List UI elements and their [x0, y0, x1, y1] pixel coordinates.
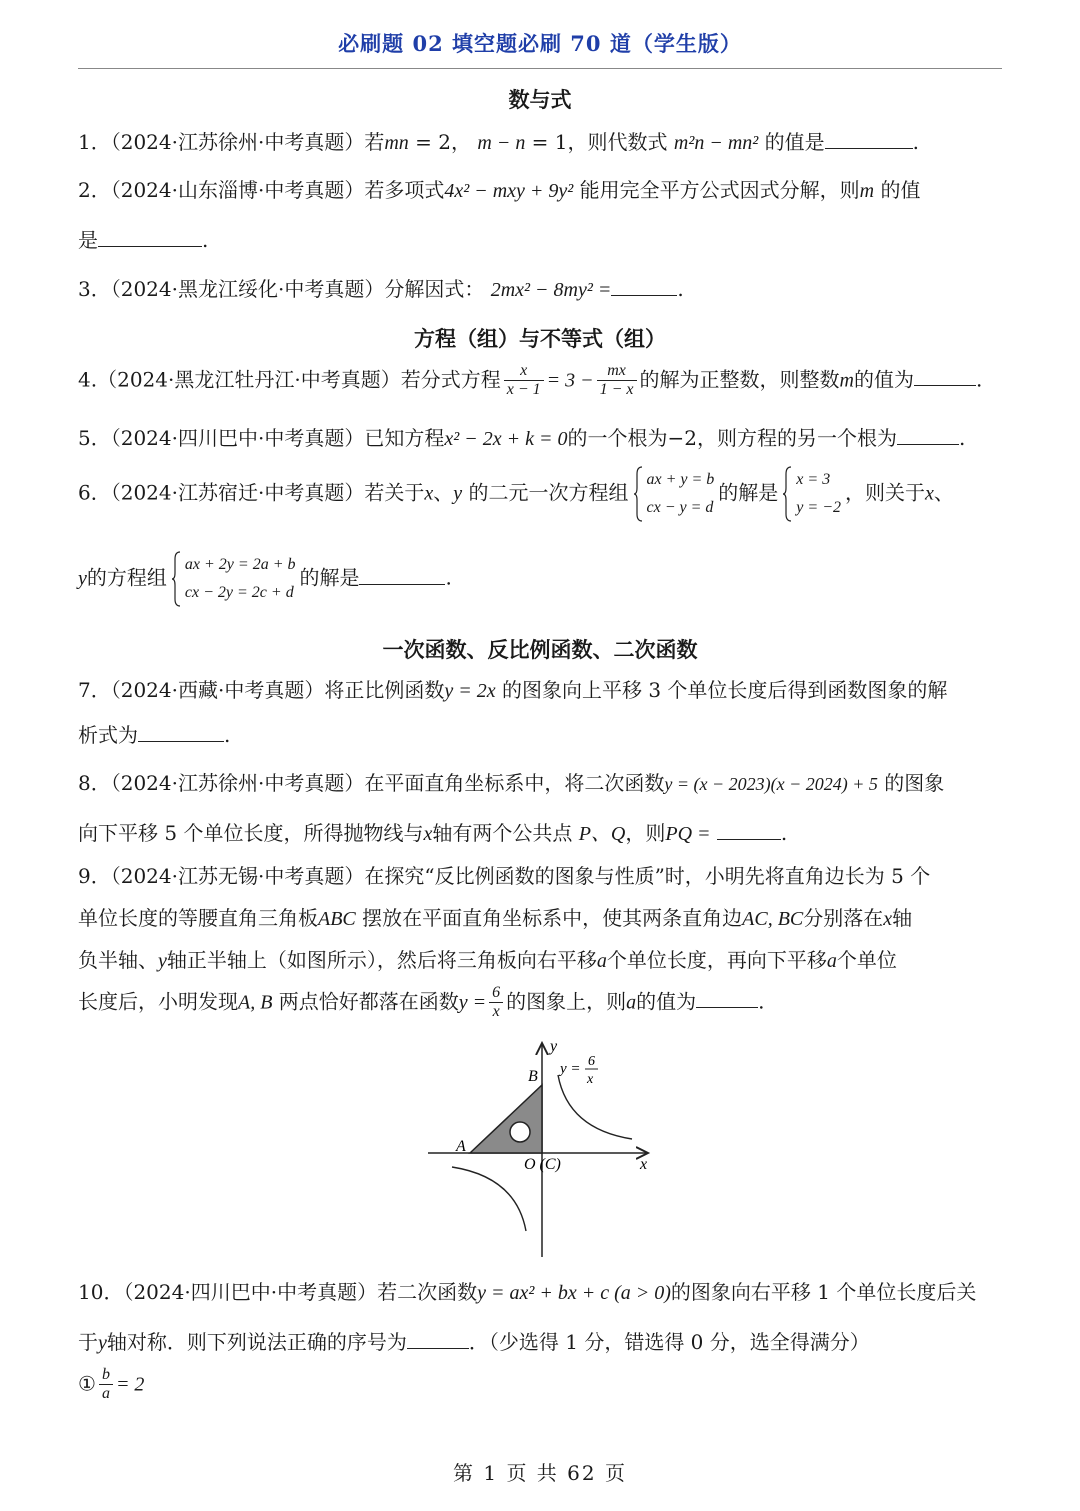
label-y: y — [550, 1038, 558, 1055]
q8-text: 向下平移 5 个单位长度，所得抛物线与 — [78, 821, 424, 845]
q4-text: 若分式方程 — [400, 367, 501, 392]
q6-text: 的方程组 — [86, 565, 167, 590]
q9-text: 在探究“反比例函数的图象与性质”时，小明先将直角边长为 5 个 — [364, 864, 931, 888]
answer-blank[interactable] — [407, 1330, 469, 1349]
q7-text: . — [224, 723, 231, 747]
q9-expr: y — [158, 950, 167, 972]
question-2 — [78, 174, 920, 203]
q1-text: 若 — [364, 130, 385, 154]
option-marker: ① — [78, 1371, 96, 1396]
q5-expr: x² − 2x + k = 0 — [444, 428, 568, 450]
fraction-x-over-x-minus-1 — [504, 362, 544, 400]
q7-expr: y = 2x — [444, 680, 496, 702]
question-8 — [78, 767, 944, 796]
q1-number: 1． — [78, 130, 111, 154]
solution-system-1 — [782, 466, 841, 522]
q10-text: 于 — [78, 1330, 98, 1354]
question-2-cont — [78, 224, 208, 253]
q7-number: 7． — [78, 678, 111, 702]
question-9-line3 — [78, 944, 897, 973]
q5-text: . — [958, 426, 966, 450]
q7-source: （2024·西藏·中考真题） — [110, 678, 325, 702]
q8-number: 8． — [78, 771, 111, 795]
question-3 — [78, 273, 684, 302]
q9-text: . — [758, 989, 765, 1014]
q2-expr: 4x² − mxy + 9y² — [444, 180, 574, 202]
q10-source: （2024·四川巴中·中考真题） — [123, 1280, 378, 1304]
question-7 — [78, 674, 947, 703]
question-10-cont — [78, 1326, 870, 1355]
q9-expr: ABC — [318, 908, 356, 930]
q9-text: 个单位 — [836, 948, 897, 972]
q5-source: （2024·四川巴中·中考真题） — [110, 426, 365, 450]
q2-expr: m — [859, 180, 875, 202]
answer-blank[interactable] — [897, 426, 959, 445]
q1-text: 的值是 — [764, 130, 825, 154]
label-a: A — [456, 1138, 466, 1155]
q8-text: . — [780, 821, 788, 845]
q6-text: 的解是 — [299, 565, 360, 590]
q8-expr: y = (x − 2023)(x − 2024) + 5 — [664, 774, 878, 794]
q9-number: 9． — [78, 864, 111, 888]
system-eq: cx − y = d — [646, 499, 714, 516]
q1-expr: m²n − mn² — [673, 132, 759, 154]
q6-var: x — [925, 482, 934, 505]
q2-number: 2． — [78, 178, 111, 202]
q3-number: 3． — [78, 277, 111, 301]
q8-expr: x — [423, 823, 433, 845]
question-6 — [78, 466, 954, 522]
question-7-cont — [78, 719, 230, 748]
question-9-line2 — [78, 902, 912, 931]
section-title-equations: 方程（组）与不等式（组） — [414, 326, 666, 351]
label-b: B — [528, 1068, 538, 1085]
q3-source: （2024·黑龙江绥化·中考真题） — [110, 277, 385, 301]
q7-text: 析式为 — [78, 723, 138, 747]
q6-source: （2024·江苏宿迁·中考真题） — [110, 480, 365, 505]
fraction-6-over-x — [489, 984, 503, 1022]
q10-text: ．（少选得 1 分，错选得 0 分，选全得满分） — [468, 1330, 870, 1354]
q6-var: y — [453, 482, 463, 505]
coordinate-figure — [420, 1035, 660, 1260]
q6-text: 、 — [433, 480, 454, 505]
answer-blank[interactable] — [914, 367, 976, 386]
question-8-cont — [78, 817, 787, 846]
equation-system-2 — [171, 551, 296, 607]
q7-text: 将正比例函数 — [324, 678, 445, 702]
q10-text: 的图象向右平移 1 个单位长度后关 — [670, 1280, 977, 1304]
q9-expr: A, B — [238, 991, 273, 1014]
q1-text: . — [912, 130, 919, 154]
q6-var: y — [78, 567, 87, 590]
answer-blank[interactable] — [717, 821, 781, 840]
q9-expr: AC, BC — [742, 908, 804, 930]
q4-source: （2024·黑龙江牡丹江·中考真题） — [97, 367, 401, 392]
system-eq: y = −2 — [796, 499, 841, 516]
q2-source: （2024·山东淄博·中考真题） — [110, 178, 365, 202]
answer-blank[interactable] — [825, 130, 913, 149]
frac-denominator: x − 1 — [506, 381, 541, 399]
q10-expr: y — [98, 1332, 107, 1354]
q5-text: 已知方程 — [364, 426, 445, 450]
q9-expr: a — [826, 950, 837, 972]
q4-number: 4. — [78, 367, 98, 392]
page-footer: 第 1 页 共 62 页 — [453, 1461, 627, 1485]
q6-text: . — [445, 565, 452, 590]
question-6-cont — [78, 551, 452, 607]
q4-text: . — [975, 367, 983, 392]
q6-text: 、 — [933, 480, 954, 505]
q3-text: . — [677, 277, 684, 301]
question-10 — [78, 1276, 976, 1305]
section-title-numbers: 数与式 — [508, 87, 572, 112]
label-x: x — [640, 1156, 648, 1173]
hyperbola-branch-q1 — [558, 1075, 632, 1139]
equation-system-1 — [633, 466, 715, 522]
q2-text: . — [202, 228, 209, 252]
q9-text: 负半轴、 — [78, 948, 158, 972]
q9-source: （2024·江苏无锡·中考真题） — [110, 864, 365, 888]
q8-text: 在平面直角坐标系中，将二次函数 — [364, 771, 665, 795]
q3-expr: 2mx² − 8my² = — [490, 279, 612, 301]
question-4 — [78, 362, 982, 400]
question-5 — [78, 422, 965, 451]
q9-text: 轴 — [892, 906, 913, 930]
label-function-den: x — [587, 1072, 594, 1087]
q6-var: x — [424, 482, 434, 505]
fraction-mx-over-1-minus-x — [597, 362, 637, 400]
q9-text: 单位长度的等腰直角三角板 — [78, 906, 318, 930]
frac-denominator: 1 − x — [599, 381, 634, 399]
label-function: y = — [560, 1061, 581, 1077]
label-function-num: 6 — [588, 1054, 595, 1069]
q4-expr: m — [839, 369, 854, 392]
q1-expr: m − n — [477, 132, 526, 154]
q8-expr: P、Q — [578, 823, 626, 845]
q5-number: 5． — [78, 426, 111, 450]
q9-text: 个单位长度，再向下平移 — [606, 948, 827, 972]
frac-denominator: x — [492, 1003, 500, 1021]
q10-expr: y = ax² + bx + c (a > 0) — [477, 1282, 671, 1304]
page-header-title: 必刷题 02 填空题必刷 70 道（学生版） — [338, 31, 742, 56]
answer-blank[interactable] — [138, 723, 224, 742]
q10-number: 10． — [78, 1280, 124, 1304]
header-divider — [78, 68, 1002, 69]
q1-text: = 2， — [408, 130, 472, 154]
q2-text: 能用完全平方公式因式分解，则 — [579, 178, 860, 202]
label-origin: O (C) — [524, 1156, 561, 1173]
q6-number: 6． — [78, 480, 111, 505]
q1-expr: mn — [384, 132, 409, 154]
answer-blank[interactable] — [98, 228, 202, 247]
q2-text: 的值 — [880, 178, 921, 202]
q8-text: 轴有两个公共点 — [432, 821, 573, 845]
q9-text: 分别落在 — [803, 906, 884, 930]
triangle-abc — [470, 1085, 542, 1153]
system-eq: x = 3 — [796, 471, 831, 488]
answer-blank[interactable] — [359, 566, 445, 585]
frac-numerator: 6 — [489, 984, 503, 1003]
question-9 — [78, 860, 930, 889]
frac-denominator: a — [101, 1385, 110, 1403]
triangle-hole — [510, 1122, 530, 1142]
question-9-line4 — [78, 984, 765, 1022]
q4-text: 的值为 — [853, 367, 914, 392]
hyperbola-branch-q3 — [452, 1167, 526, 1231]
q4-text: = 3 − — [546, 369, 594, 392]
answer-blank[interactable] — [611, 277, 677, 296]
q4-text: 的解为正整数，则整数 — [639, 367, 840, 392]
q1-text: = 1，则代数式 — [525, 130, 668, 154]
system-eq: ax + 2y = 2a + b — [184, 556, 296, 573]
q10-text: 轴对称．则下列说法正确的序号为 — [106, 1330, 407, 1354]
frac-numerator: x — [504, 362, 544, 381]
q9-text: 两点恰好都落在函数 — [278, 989, 459, 1014]
q6-text: 若关于 — [364, 480, 425, 505]
option-text: = 2 — [115, 1373, 145, 1396]
q9-text: 的值为 — [636, 989, 697, 1014]
system-eq: ax + y = b — [646, 471, 715, 488]
q7-text: 的图象向上平移 3 个单位长度后得到函数图象的解 — [501, 678, 948, 702]
q6-text: 的解是 — [718, 480, 779, 505]
q9-text: 长度后，小明发现 — [78, 989, 238, 1014]
section-title-functions: 一次函数、反比例函数、二次函数 — [382, 637, 698, 662]
fraction-b-over-a — [99, 1366, 113, 1404]
q3-text: 分解因式： — [384, 277, 485, 301]
frac-numerator: b — [99, 1366, 113, 1385]
q8-expr: PQ = — [665, 823, 711, 845]
question-1 — [78, 126, 919, 155]
q2-text: 若多项式 — [364, 178, 445, 202]
q9-expr: a — [596, 950, 607, 972]
q2-text: 是 — [78, 228, 98, 252]
q9-text: 摆放在平面直角坐标系中，使其两条直角边 — [362, 906, 743, 930]
q6-text: 的二元一次方程组 — [468, 480, 629, 505]
q9-expr: x — [883, 908, 893, 930]
q1-source: （2024·江苏徐州·中考真题） — [110, 130, 365, 154]
q9-expr: a — [626, 991, 637, 1014]
q5-text: 的一个根为−2，则方程的另一个根为 — [567, 426, 897, 450]
q9-text: 的图象上，则 — [506, 989, 627, 1014]
q10-option-1 — [78, 1366, 144, 1404]
q6-text: ，则关于 — [845, 480, 925, 505]
q10-text: 若二次函数 — [377, 1280, 478, 1304]
system-eq: cx − 2y = 2c + d — [184, 584, 294, 601]
q8-text: ，则 — [625, 821, 666, 845]
q9-text: 轴正半轴上（如图所示），然后将三角板向右平移 — [166, 948, 597, 972]
q8-source: （2024·江苏徐州·中考真题） — [110, 771, 365, 795]
answer-blank[interactable] — [696, 989, 758, 1008]
q9-expr: y = — [458, 991, 487, 1014]
q8-text: 的图象 — [884, 771, 945, 795]
frac-numerator: mx — [597, 362, 637, 381]
